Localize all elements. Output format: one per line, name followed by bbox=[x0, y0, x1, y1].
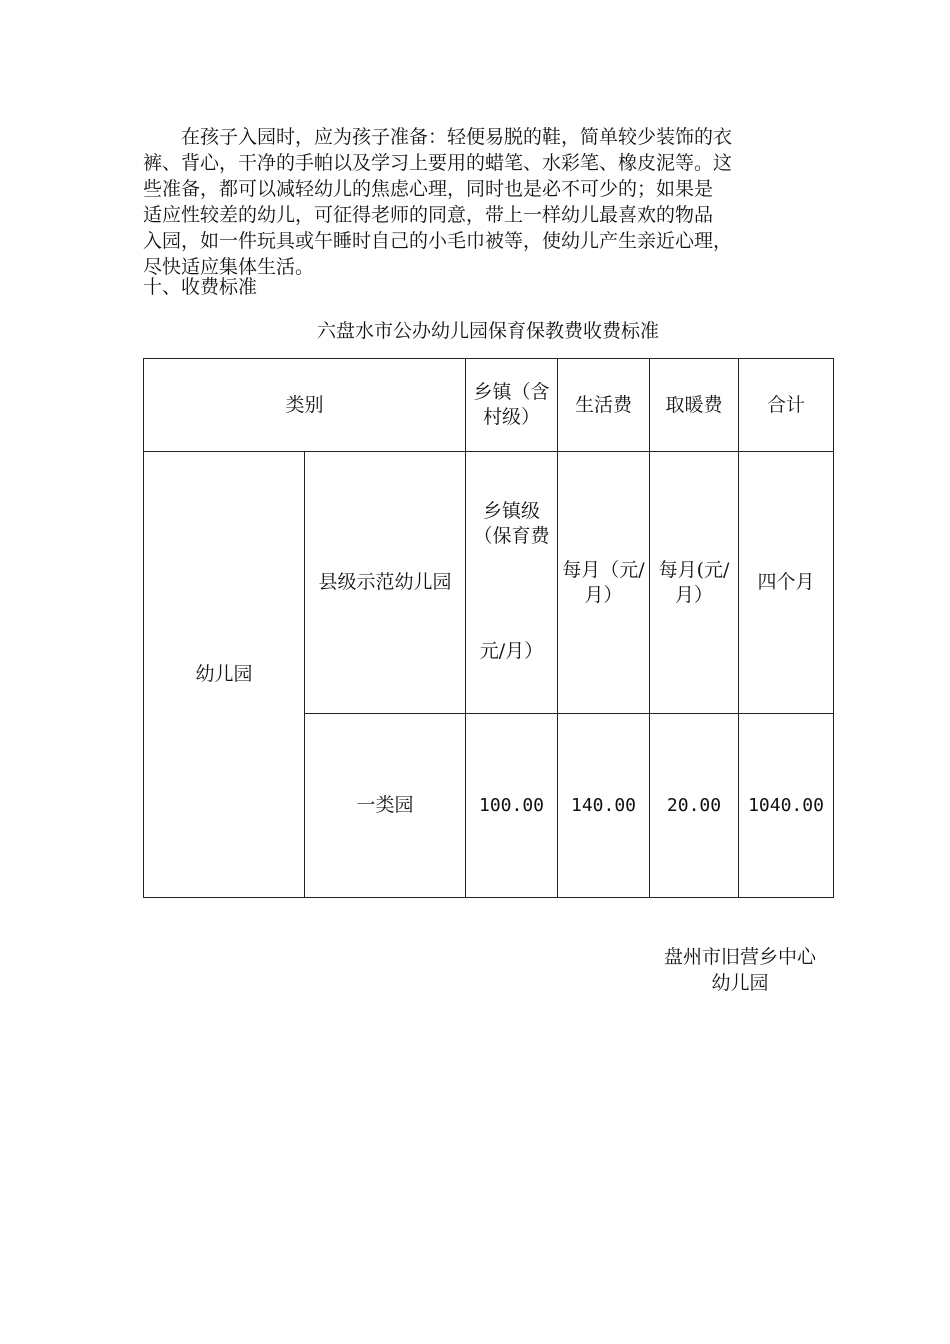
row-group-label: 幼儿园 bbox=[144, 452, 305, 898]
row-township: 100.00 bbox=[466, 714, 558, 898]
row-heating: 20.00 bbox=[650, 714, 739, 898]
header-category: 类别 bbox=[144, 359, 466, 452]
paragraph-line: 适应性较差的幼儿，可征得老师的同意，带上一样幼儿最喜欢的物品 bbox=[143, 204, 714, 226]
subheader-heating: 每月(元/月） bbox=[650, 452, 739, 714]
signature bbox=[640, 944, 840, 996]
subheader-township-b: 元/月） bbox=[479, 639, 544, 662]
table-header-row bbox=[144, 359, 834, 452]
header-living: 生活费 bbox=[558, 359, 650, 452]
table-subheader-row bbox=[144, 452, 834, 714]
subheader-living: 每月（元/月） bbox=[558, 452, 650, 714]
subheader-total: 四个月 bbox=[739, 452, 834, 714]
paragraph-line: 裤、背心，干净的手帕以及学习上要用的蜡笔、水彩笔、橡皮泥等。这 bbox=[143, 152, 733, 174]
section-heading: 十、收费标准 bbox=[143, 276, 258, 298]
signature-line-2: 幼儿园 bbox=[711, 972, 769, 994]
paragraph-line: 入园，如一件玩具或午睡时自己的小毛巾被等，使幼儿产生亲近心理， bbox=[143, 230, 733, 252]
row-total: 1040.00 bbox=[739, 714, 834, 898]
paragraph-line: 尽快适应集体生活。 bbox=[143, 256, 315, 278]
row-type: 一类园 bbox=[305, 714, 466, 898]
header-heating: 取暖费 bbox=[650, 359, 739, 452]
subheader-township-a: 乡镇级（保育费 bbox=[473, 499, 550, 547]
paragraph-line: 些准备，都可以减轻幼儿的焦虑心理，同时也是必不可少的；如果是 bbox=[143, 178, 714, 200]
table-title: 六盘水市公办幼儿园保育保教费收费标准 bbox=[316, 320, 659, 342]
fee-table bbox=[143, 358, 834, 898]
header-total: 合计 bbox=[739, 359, 834, 452]
row-living: 140.00 bbox=[558, 714, 650, 898]
paragraph-line: 在孩子入园时，应为孩子准备：轻便易脱的鞋，简单较少装饰的衣 bbox=[181, 126, 733, 148]
intro-paragraph bbox=[143, 124, 833, 280]
header-township: 乡镇（含村级） bbox=[466, 359, 558, 452]
signature-line-1: 盘州市旧营乡中心 bbox=[663, 946, 816, 968]
subheader-type: 县级示范幼儿园 bbox=[305, 452, 466, 714]
subheader-township bbox=[466, 452, 558, 714]
